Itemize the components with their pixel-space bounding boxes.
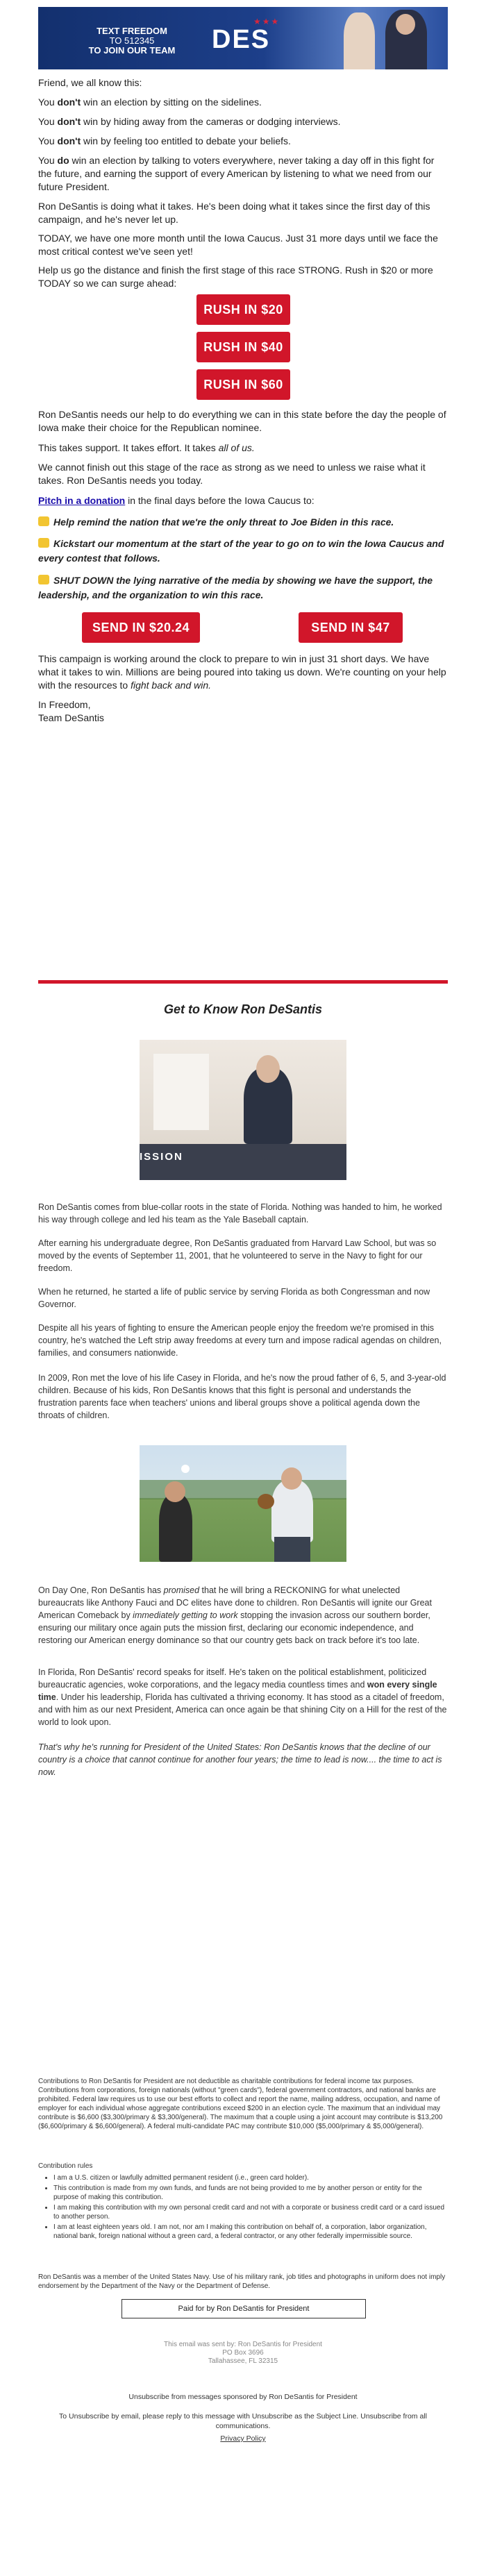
photo-podium-bg-window xyxy=(153,1054,209,1130)
header-banner[interactable] xyxy=(38,7,448,69)
para-11 xyxy=(38,494,448,507)
banner-text xyxy=(73,26,191,56)
para-2-c: win by hiding away from the cameras or dodging interviews. xyxy=(81,116,341,127)
para-3 xyxy=(38,135,448,148)
banner-line-3: TO JOIN OUR TEAM xyxy=(88,45,176,56)
para-3-b: don't xyxy=(57,135,81,146)
bullet-3-text: SHUT DOWN the lying narrative of the media by showing we have the support, the leadership, and the organization to win this race. xyxy=(38,575,433,600)
para-8-text: Ron DeSantis needs our help to do everything we can in this state before the day the people of Iowa make their choice for the Republican nominee. xyxy=(38,409,446,433)
greeting: Friend, we all know this: xyxy=(38,77,142,88)
para-4-c: win an election by talking to voters everywhere, never taking a day off in this fight for the future, and earning the support of every American by listening to what we need from our future President. xyxy=(38,155,435,192)
para-5-text: Ron DeSantis is doing what it takes. He's been doing what it takes since the first day of this campaign, and he's never let up. xyxy=(38,201,430,225)
photo-baseball-man-legs xyxy=(274,1537,310,1562)
bio-para-7 xyxy=(38,1666,448,1728)
sender-line-2: PO Box 3696 xyxy=(222,2349,264,2357)
rush-20-button[interactable]: RUSH IN $20 xyxy=(196,294,290,325)
bio-para-3-text: When he returned, he started a life of public service by serving Florida as both Congressman and now Governor. xyxy=(38,1287,430,1309)
rules-title: Contribution rules xyxy=(38,2162,93,2170)
para-4-a: You xyxy=(38,155,58,166)
stars-icon: ★★★ xyxy=(253,17,280,26)
rule-item: • This contribution is made from my own funds, and funds are not being provided to me by another person or entity for the purpose of making this contribution. xyxy=(53,2184,448,2202)
para-3-a: You xyxy=(38,135,58,146)
para-1-a: You xyxy=(38,96,58,108)
unsubscribe-sponsor-link[interactable]: Unsubscribe from messages sponsored by Ron DeSantis for President xyxy=(128,2393,358,2401)
bullet-1 xyxy=(38,515,448,530)
photo-baseball-child-head xyxy=(165,1481,185,1502)
rush-40-button[interactable]: RUSH IN $40 xyxy=(196,332,290,362)
para-6 xyxy=(38,232,448,258)
letter-body xyxy=(38,76,448,90)
bio-para-3 xyxy=(38,1286,448,1311)
bio-para-1 xyxy=(38,1201,448,1226)
bio-para-2-text: After earning his undergraduate degree, Ron DeSantis graduated from Harvard Law School, but was so moved by the events of September 11, 2001, that he volunteered to serve in the Navy to fight for our freedom. xyxy=(38,1238,437,1273)
banner-line-1: TEXT FREEDOM xyxy=(97,26,167,36)
bio-para-8 xyxy=(38,1741,448,1778)
bio-para-7-c: . Under his leadership, Florida has cultivated a thriving economy. It has stood as a citadel of freedom, and with him as our next President, America can once again be that shining City on a Hill for the rest of the world to look upon. xyxy=(38,1692,447,1727)
rule-item: • I am a U.S. citizen or lawfully admitted permanent resident (i.e., green card holder). xyxy=(53,2173,448,2182)
bio-para-6-d: immediately getting to work xyxy=(133,1610,238,1620)
photo-baseball-glove xyxy=(258,1494,274,1509)
privacy-policy-link[interactable]: Privacy Policy xyxy=(220,2434,266,2443)
para-9-b: all of us. xyxy=(218,442,255,453)
navy-text: Ron DeSantis was a member of the United States Navy. Use of his military rank, job titles and photographs in uniform does not imply endorsement by the Department of the Navy or the Department of Defense. xyxy=(38,2273,446,2290)
photo-baseball-child xyxy=(159,1494,192,1562)
para-10 xyxy=(38,461,448,487)
bio-para-6 xyxy=(38,1584,448,1647)
para-12-a: This campaign is working around the clock to prepare to win in just 31 short days. We have what it takes to win. Millions are being poured into taking us down. We're counting on your help with the resources to xyxy=(38,653,446,691)
flex-emoji-icon xyxy=(38,538,49,548)
flex-emoji-icon xyxy=(38,516,49,526)
para-7 xyxy=(38,264,448,290)
para-2 xyxy=(38,115,448,128)
bio-para-5 xyxy=(38,1372,448,1422)
para-9-a: This takes support. It takes effort. It takes xyxy=(38,442,219,453)
bio-para-8-text: That's why he's running for President of the United States: Ron DeSantis knows that the decline of our country is a choice that cannot continue for another four years; the time to lead is now.... the time to act is now. xyxy=(38,1742,442,1777)
para-10-text: We cannot finish out this stage of the race as strong as we need to unless we raise what it takes. Ron DeSantis needs you today. xyxy=(38,462,426,486)
photo-baseball xyxy=(140,1445,346,1562)
photo-podium-caption: ISSION xyxy=(140,1151,183,1163)
bio-para-2 xyxy=(38,1237,448,1274)
bio-heading: Get to Know Ron DeSantis xyxy=(163,1002,322,1016)
para-7-text: Help us go the distance and finish the first stage of this race STRONG. Rush in $20 or more TODAY so we can surge ahead: xyxy=(38,264,433,289)
sender-line-3: Tallahassee, FL 32315 xyxy=(208,2357,278,2365)
legal-text: Contributions to Ron DeSantis for President are not deductible as charitable contributions for federal income tax purposes. Contributions from corporations, foreign nationals (without "green cards"), federal government contractors, and national banks are prohibited. Federal law requires us to use our best efforts to collect and report the name, mailing address, occupation, and name of employer for each individual whose aggregate contributions exceed $200 in an election cycle. The maximum that an individual may contribute is $6,600 ($3,300/primary & $3,300/general). The maximum that a couple using a joint account may contribute is $13,200 ($6,600/primary & $6,600/general). A federal multi-candidate PAC may contribute $10,000 ($5,000/primary & $5,000/general). xyxy=(38,2078,443,2130)
pitch-in-link[interactable]: Pitch in a donation xyxy=(38,495,126,506)
rush-60-button[interactable]: RUSH IN $60 xyxy=(196,369,290,400)
para-9 xyxy=(38,441,448,455)
rule-item: • I am making this contribution with my own personal credit card and not with a corporate or business credit card or a card issued to another person. xyxy=(53,2203,448,2221)
contribution-rules xyxy=(38,2162,448,2242)
rules-list xyxy=(38,2173,448,2241)
legal-disclaimer xyxy=(38,2077,448,2131)
bio-para-1-text: Ron DeSantis comes from blue-collar roots in the state of Florida. Nothing was handed to him, he worked his way through college and led his team as the Yale Baseball captain. xyxy=(38,1202,442,1224)
photo-podium-face xyxy=(256,1055,280,1083)
bio-para-5-text: In 2009, Ron met the love of his life Casey in Florida, and he's now the proud father of 6, 5, and 3-year-old children. Because of his kids, Ron DeSantis knows that this fight is personal and understands the frustration parents face when teachers' unions and liberal groups shove a political agenda down the throats of children. xyxy=(38,1373,446,1420)
bio-para-7-a: In Florida, Ron DeSantis' record speaks for itself. He's taken on the political establishment, politicized bureaucratic agencies, woke corporations, and the legacy media countless times and xyxy=(38,1667,427,1690)
para-1 xyxy=(38,96,448,109)
para-12-b: fight back and win. xyxy=(131,680,212,691)
para-11-rest: in the final days before the Iowa Caucus to: xyxy=(125,495,315,506)
closing-2: Team DeSantis xyxy=(38,712,104,723)
bio-para-6-c: that he will bring a RECKONING for what unelected bureaucrats like Anthony Fauci and DC elites have done to children. Ron DeSantis will ignite our Great American Comeback by xyxy=(38,1585,432,1620)
bullet-2 xyxy=(38,537,448,566)
bullet-1-text: Help remind the nation that we're the only threat to Joe Biden in this race. xyxy=(53,516,394,528)
photo-baseball-ball xyxy=(181,1465,190,1473)
para-2-b: don't xyxy=(57,116,81,127)
para-4 xyxy=(38,154,448,194)
paid-for-box: Paid for by Ron DeSantis for President xyxy=(122,2299,366,2318)
para-2-a: You xyxy=(38,116,58,127)
bio-para-7-b: won every single time xyxy=(38,1680,437,1702)
sender-info xyxy=(38,2341,448,2366)
sender-line-1: This email was sent by: Ron DeSantis for President xyxy=(164,2341,322,2348)
para-3-c: win by feeling too entitled to debate your beliefs. xyxy=(81,135,291,146)
banner-line-2: TO 512345 xyxy=(109,35,155,46)
send-47-button[interactable]: SEND IN $47 xyxy=(299,612,403,643)
unsubscribe-email-note[interactable]: To Unsubscribe by email, please reply to this message with Unsubscribe as the Subject Line. Unsubscribe from all communications. xyxy=(59,2412,427,2430)
bio-para-4 xyxy=(38,1322,448,1359)
unsubscribe-section xyxy=(38,2392,448,2443)
para-4-b: do xyxy=(57,155,69,166)
banner-person-face xyxy=(396,14,415,35)
bullet-2-text: Kickstart our momentum at the start of the year to go on to win the Iowa Caucus and every contest that follows. xyxy=(38,538,444,564)
flex-emoji-icon xyxy=(38,575,49,584)
para-8 xyxy=(38,408,448,435)
banner-person-woman xyxy=(344,12,375,69)
para-6-text: TODAY, we have one more month until the Iowa Caucus. Just 31 more days until we face the most critical contest we've seen yet! xyxy=(38,233,438,257)
para-12 xyxy=(38,653,448,692)
closing-1: In Freedom, xyxy=(38,699,91,710)
photo-baseball-man-head xyxy=(281,1467,302,1490)
campaign-logo: DES xyxy=(212,25,271,54)
section-divider xyxy=(38,980,448,984)
navy-disclaimer xyxy=(38,2273,448,2291)
bio-para-6-e: stopping the invasion across our southern border, ensuring our military once again puts the mission first, declaring our economic independence, and restoring our American energy dominance so that our country gets back on track before it's too late. xyxy=(38,1610,430,1645)
para-5 xyxy=(38,200,448,226)
bio-para-6-a: On Day One, Ron DeSantis has xyxy=(38,1585,164,1595)
bullet-3 xyxy=(38,573,448,603)
send-20-24-button[interactable]: SEND IN $20.24 xyxy=(82,612,200,643)
rule-item: • I am at least eighteen years old. I am not, nor am I making this contribution on behalf of, a corporation, labor organization, national bank, foreign national without a green card, a federal contractor, or any other federally impermissible source. xyxy=(53,2223,448,2241)
para-1-c: win an election by sitting on the sidelines. xyxy=(81,96,262,108)
bio-para-6-b: promised xyxy=(163,1585,200,1595)
bio-para-4-text: Despite all his years of fighting to ensure the American people enjoy the freedom we're promised in this country, he's watched the Left strip away freedoms at every turn and impose radical agendas on children, families, and consumers nationwide. xyxy=(38,1323,442,1358)
photo-podium xyxy=(140,1040,346,1180)
para-1-b: don't xyxy=(57,96,81,108)
closing xyxy=(38,698,448,725)
